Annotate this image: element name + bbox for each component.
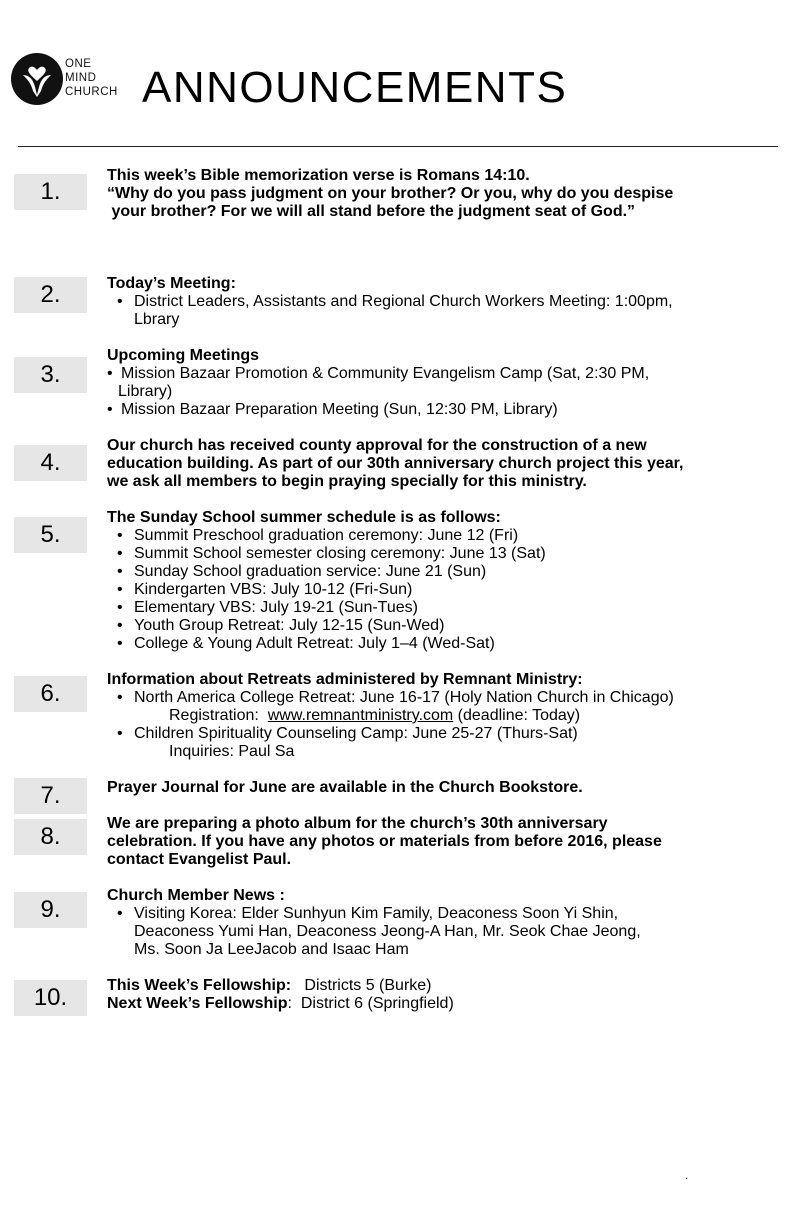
list-item: • Visiting Korea: Elder Sunhyun Kim Family, Deaconess Soon Yi Shin, xyxy=(117,905,619,922)
logo-line: ONE xyxy=(65,58,92,70)
text-line: Prayer Journal for June are available in the Church Bookstore. xyxy=(107,779,583,796)
text-line: “Why do you pass judgment on your brother? Or you, why do you despise xyxy=(107,185,674,202)
registration-link[interactable]: www.remnantministry.com xyxy=(267,707,454,724)
logo-line: MIND xyxy=(65,72,97,84)
section-heading: Upcoming Meetings xyxy=(107,347,260,364)
item-number: 5. xyxy=(14,517,87,553)
announcement-1 xyxy=(107,167,777,221)
announcement-10 xyxy=(107,977,777,1013)
section-heading: Church Member News : xyxy=(107,887,285,904)
fellowship-next-week: Next Week’s Fellowship: District 6 (Springfield) xyxy=(107,995,454,1012)
announcement-8 xyxy=(107,815,777,869)
item-number: 9. xyxy=(14,892,87,928)
list-item: • District Leaders, Assistants and Regional Church Workers Meeting: 1:00pm, xyxy=(117,293,673,310)
list-item: • Summit School semester closing ceremony: June 13 (Sat) xyxy=(117,545,546,562)
item-number: 8. xyxy=(14,819,87,855)
logo-text xyxy=(65,57,118,99)
announcement-2 xyxy=(107,275,777,329)
list-item: • College & Young Adult Retreat: July 1–4 (Wed-Sat) xyxy=(117,635,495,652)
section-heading: Information about Retreats administered by Remnant Ministry: xyxy=(107,671,583,688)
list-item-continued: Lbrary xyxy=(134,311,180,328)
list-item-continued: Library) xyxy=(118,383,173,400)
item-number: 3. xyxy=(14,357,87,393)
registration-line: Registration: www.remnantministry.com (deadline: Today) xyxy=(169,707,581,724)
announcement-6 xyxy=(107,671,777,761)
logo-line: CHURCH xyxy=(65,86,118,98)
item-number: 6. xyxy=(14,676,87,712)
list-item: • Mission Bazaar Promotion & Community Evangelism Camp (Sat, 2:30 PM, xyxy=(107,365,650,382)
text-line: education building. As part of our 30th anniversary church project this year, xyxy=(107,455,684,472)
list-item-continued: Ms. Soon Ja LeeJacob and Isaac Ham xyxy=(134,941,409,958)
item-number: 2. xyxy=(14,277,87,313)
list-item: • North America College Retreat: June 16-17 (Holy Nation Church in Chicago) xyxy=(117,689,674,706)
header-divider xyxy=(18,146,778,147)
header xyxy=(0,0,792,150)
text-line: We are preparing a photo album for the church’s 30th anniversary xyxy=(107,815,608,832)
announcement-9 xyxy=(107,887,777,959)
item-number: 10. xyxy=(14,980,87,1016)
text-line: your brother? For we will all stand before the judgment seat of God.” xyxy=(107,203,636,220)
section-heading: The Sunday School summer schedule is as follows: xyxy=(107,509,501,526)
announcement-3 xyxy=(107,347,777,419)
item-number: 7. xyxy=(14,778,87,814)
list-item: • Kindergarten VBS: July 10-12 (Fri-Sun) xyxy=(117,581,413,598)
text-line: celebration. If you have any photos or materials from before 2016, please xyxy=(107,833,662,850)
inquiries-line: Inquiries: Paul Sa xyxy=(169,743,295,760)
section-heading: Today’s Meeting: xyxy=(107,275,236,292)
text-line: we ask all members to begin praying specially for this ministry. xyxy=(107,473,587,490)
list-item-continued: Deaconess Yumi Han, Deaconess Jeong-A Han, Mr. Seok Chae Jeong, xyxy=(134,923,641,940)
church-logo-icon xyxy=(11,53,63,105)
item-number: 4. xyxy=(14,445,87,481)
text-line: Our church has received county approval for the construction of a new xyxy=(107,437,647,454)
list-item: • Elementary VBS: July 19-21 (Sun-Tues) xyxy=(117,599,418,616)
text-line: contact Evangelist Paul. xyxy=(107,851,292,868)
list-item: • Sunday School graduation service: June 21 (Sun) xyxy=(117,563,487,580)
item-number: 1. xyxy=(14,174,87,210)
list-item: • Youth Group Retreat: July 12-15 (Sun-Wed) xyxy=(117,617,445,634)
announcement-4 xyxy=(107,437,777,491)
announcement-5 xyxy=(107,509,777,653)
fellowship-this-week: This Week’s Fellowship: Districts 5 (Burke) xyxy=(107,977,432,994)
list-item: • Mission Bazaar Preparation Meeting (Sun, 12:30 PM, Library) xyxy=(107,401,558,418)
text-line: This week’s Bible memorization verse is Romans 14:10. xyxy=(107,167,530,184)
list-item: • Summit Preschool graduation ceremony: June 12 (Fri) xyxy=(117,527,519,544)
announcement-7 xyxy=(107,779,777,797)
list-item: • Children Spirituality Counseling Camp: June 25-27 (Thurs-Sat) xyxy=(117,725,578,742)
page-title: ANNOUNCEMENTS xyxy=(142,63,568,112)
footer-mark: . xyxy=(685,1168,689,1182)
